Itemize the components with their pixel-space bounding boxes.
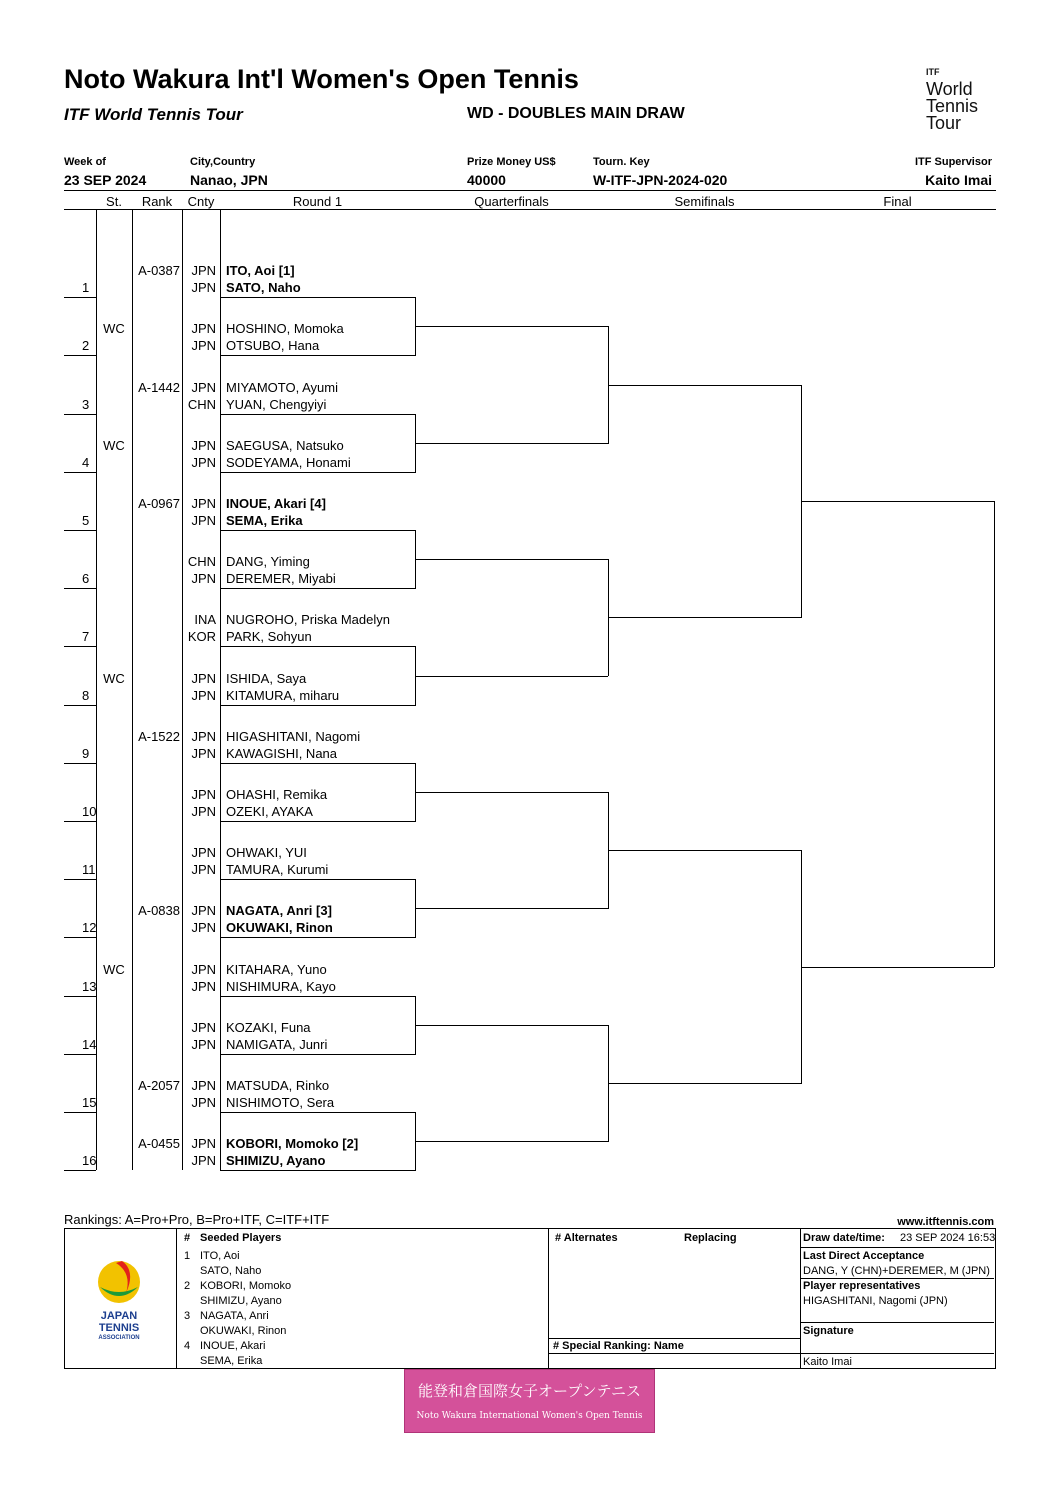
entry-rank: A-1522 [138,728,180,744]
entry-rule-left [64,1054,96,1055]
footer-divider-1 [176,1228,177,1368]
entry-rank: A-0387 [138,263,180,279]
seed-player: KOBORI, Momoko [200,1280,292,1292]
entry-player-2: DEREMER, Miyabi [226,571,336,587]
entry-rule-left [64,646,96,647]
entry-rule-left [64,1112,96,1113]
bracket-hline-r1 [415,1141,608,1142]
itf-url[interactable]: www.itftennis.com [897,1216,994,1228]
entry-country-1: JPN [191,321,216,337]
entry-player-2: OZEKI, AYAKA [226,804,313,819]
entry-player-2: NISHIMOTO, Sera [226,1095,335,1110]
week-label: Week of [64,156,106,168]
col-rank: Rank [141,194,173,209]
grid-vline-1 [132,209,133,1170]
entry-player-2: YUAN, Chengyiyi [226,396,327,412]
tournament-banner [404,1369,655,1433]
entry-number: 7 [82,629,90,645]
entry-rank: A-0838 [138,903,180,919]
entry-country-1: INA [194,612,216,628]
entry-country-1: JPN [191,1136,216,1152]
jta-logo-mark [96,1257,142,1307]
entry-rank: A-2057 [138,1078,180,1093]
entry-number: 15 [82,1095,97,1110]
city-label: City,Country [190,156,256,168]
lda-label: Last Direct Acceptance [803,1250,925,1262]
footer-divider-3 [800,1228,801,1368]
seed-player: SEMA, Erika [200,1355,263,1367]
bracket-hline-r1 [415,908,608,909]
seed-player: SATO, Naho [200,1265,262,1277]
entry-rule-left [64,530,96,531]
entry-country-2: JPN [191,862,216,878]
special-ranking-title: # Special Ranking: Name [553,1340,684,1352]
banner-jp-text: 能登和倉国際女子オープンテニス [417,1382,642,1400]
entry-player-1: KOZAKI, Funa [226,1019,311,1035]
page-title: Noto Wakura Int'l Women's Open Tennis [64,64,579,94]
entry-country-2: JPN [191,338,216,354]
entry-player-1: OHWAKI, YUI [226,845,307,861]
entry-player-2: SODEYAMA, Honami [226,454,351,470]
entry-rank: A-0455 [138,1136,180,1152]
logo-line-tennis: Tennis [926,96,979,116]
entry-player-1: ISHIDA, Saya [226,670,307,686]
jta-line-2: TENNIS [98,1322,140,1334]
entry-rule-name [220,996,415,997]
entry-status: WC [103,321,125,337]
entry-rule-left [64,996,96,997]
prize-value: 40000 [467,172,506,188]
header-rule-top [64,190,996,191]
entry-status: WC [103,961,125,977]
entry-number: 5 [82,513,90,528]
banner-en-text: Noto Wakura International Women's Open Tennis [416,1411,643,1421]
entry-country-1: JPN [191,845,216,861]
entry-rule-name [220,1170,415,1171]
entry-rule-left [64,588,96,589]
bracket-hline-r2 [608,617,801,618]
col-final: Final [883,194,912,209]
seed-number: 1 [184,1250,191,1262]
entry-player-1: NUGROHO, Priska Madelyn [226,612,390,628]
seed-player: INOUE, Akari [200,1340,266,1352]
entry-player-1: OHASHI, Remika [226,787,328,802]
entry-player-2: OTSUBO, Hana [226,338,320,354]
entry-country-2: JPN [191,513,216,528]
entry-rule-name [220,1112,415,1113]
bracket-hline-r1 [415,559,608,560]
entry-country-1: JPN [191,670,216,686]
alternates-title: # Alternates [555,1232,618,1244]
entry-player-2: NISHIMURA, Kayo [226,978,336,994]
entry-rule-name [220,879,415,880]
entry-rule-left [64,937,96,938]
entry-number: 10 [82,804,97,819]
entry-rule-name [220,763,415,764]
entry-player-2: KITAMURA, miharu [226,687,340,703]
jta-line-1: JAPAN [100,1310,138,1322]
entry-number: 12 [82,920,97,936]
grid-vline-3 [220,209,221,1170]
entry-country-2: JPN [191,920,216,936]
entry-player-1: ITO, Aoi [1] [226,263,295,279]
entry-number: 3 [82,396,90,412]
entry-number: 11 [82,862,96,878]
supervisor-label: ITF Supervisor [914,156,992,168]
bracket-hline-r1 [415,443,608,444]
week-value: 23 SEP 2024 [64,172,147,188]
entry-player-1: MIYAMOTO, Ayumi [226,379,338,395]
entry-rule-left [64,705,96,706]
entry-country-1: JPN [191,437,216,453]
entry-country-1: JPN [191,961,216,977]
info-rule-4 [800,1353,994,1354]
entry-player-2: OKUWAKI, Rinon [226,920,333,936]
bracket-hline-r1 [415,792,608,793]
entry-player-1: DANG, Yiming [226,554,310,570]
entry-country-2: CHN [187,396,216,412]
entry-country-2: JPN [191,1153,216,1169]
entry-rule-name [220,646,415,647]
entry-player-2: SHIMIZU, Ayano [226,1153,326,1169]
entry-country-1: JPN [191,263,216,279]
entry-rule-name [220,705,415,706]
tour-subtitle: ITF World Tennis Tour [64,105,243,124]
seed-player: NAGATA, Anri [200,1310,269,1322]
entry-country-2: KOR [187,629,216,645]
entry-number: 4 [82,454,90,470]
entry-country-2: JPN [191,1095,216,1110]
entry-country-1: JPN [191,496,216,511]
entry-rule-left [64,355,96,356]
entry-rank: A-0967 [138,496,180,511]
entry-rule-left [64,472,96,473]
rep-label: Player representatives [803,1280,921,1292]
bracket-hline-r1 [415,676,608,677]
entry-player-1: HIGASHITANI, Nagomi [226,728,361,744]
info-rule-1 [800,1247,994,1248]
entry-country-2: JPN [191,571,216,587]
entry-number: 13 [82,978,97,994]
draw-date-value: 23 SEP 2024 16:53 [900,1232,996,1244]
draw-name: WD - DOUBLES MAIN DRAW [467,105,685,122]
bracket-hline-r3 [801,967,994,968]
jta-line-3: ASSOCIATION [98,1335,140,1341]
entry-player-1: INOUE, Akari [4] [226,496,326,511]
signature-label: Signature [803,1325,854,1337]
seed-number: 4 [184,1340,191,1352]
col-st: St. [106,194,122,209]
bracket-hline-r1 [415,1025,608,1026]
entry-player-1: KITAHARA, Yuno [226,961,327,977]
entry-country-2: JPN [191,280,216,296]
entry-country-1: JPN [191,728,216,744]
entry-number: 8 [82,687,90,703]
entry-number: 16 [82,1153,97,1169]
seed-number: 2 [184,1280,191,1292]
entry-rule-left [64,821,96,822]
entry-number: 14 [82,1036,97,1052]
seed-player: SHIMIZU, Ayano [200,1295,282,1307]
tourn-key-value: W-ITF-JPN-2024-020 [593,172,728,188]
entry-number: 1 [82,280,90,296]
entry-country-2: JPN [191,978,216,994]
entry-country-2: JPN [191,454,216,470]
entry-rule-name [220,472,415,473]
replacing-title: Replacing [684,1232,737,1244]
itf-world-tennis-tour-logo [926,64,998,132]
header-rule-bottom [64,209,996,210]
draw-date-label: Draw date/time: [803,1232,885,1244]
entry-rule-left [64,1170,96,1171]
supervisor-value: Kaito Imai [925,172,992,188]
entry-rule-name [220,414,415,415]
entry-rule-name [220,821,415,822]
entry-country-1: JPN [191,1019,216,1035]
grid-vline-0 [96,209,97,1170]
bracket-hline-r1 [415,326,608,327]
entry-country-1: CHN [187,554,216,570]
entry-rule-name [220,588,415,589]
signature-value: Kaito Imai [803,1356,852,1368]
rep-value: HIGASHITANI, Nagomi (JPN) [803,1295,948,1307]
col-quarterfinals: Quarterfinals [474,194,549,209]
entry-number: 2 [82,338,90,354]
entry-number: 6 [82,571,90,587]
bracket-hline-r2 [608,1083,801,1084]
jta-logo-text [80,1310,158,1342]
entry-country-2: JPN [191,745,216,761]
seed-player: OKUWAKI, Rinon [200,1325,287,1337]
footer-divider-2 [548,1228,549,1368]
entry-rule-left [64,763,96,764]
bracket-hline-r2 [608,385,801,386]
entry-player-2: TAMURA, Kurumi [226,862,329,878]
entry-status: WC [103,670,125,686]
entry-rule-name [220,297,415,298]
entry-number: 9 [82,745,90,761]
entry-player-2: KAWAGISHI, Nana [226,745,338,761]
entry-player-1: HOSHINO, Momoka [226,321,344,337]
bracket-hline-r2 [608,850,801,851]
entry-country-1: JPN [191,379,216,395]
entry-rule-name [220,1054,415,1055]
seed-number: 3 [184,1310,191,1322]
itf-logo-mark: ITF [926,67,940,77]
entry-country-1: JPN [191,903,216,919]
seeded-title: Seeded Players [200,1232,282,1244]
entry-rule-left [64,297,96,298]
bracket-hline-r3 [801,501,994,502]
entry-country-2: JPN [191,687,216,703]
entry-rule-left [64,879,96,880]
entry-player-1: MATSUDA, Rinko [226,1078,330,1093]
prize-label: Prize Money US$ [467,156,556,168]
entry-rule-left [64,414,96,415]
entry-country-1: JPN [191,1078,216,1093]
entry-country-2: JPN [191,804,216,819]
city-value: Nanao, JPN [190,172,268,188]
info-rule-3 [800,1322,994,1323]
col-cnty: Cnty [187,194,215,209]
entry-player-2: SATO, Naho [226,280,301,296]
entry-rule-name [220,530,415,531]
seed-player: ITO, Aoi [200,1250,240,1262]
col-semifinals: Semifinals [674,194,735,209]
entry-status: WC [103,437,125,453]
rankings-legend: Rankings: A=Pro+Pro, B=Pro+ITF, C=ITF+ITF [64,1212,330,1227]
entry-player-1: KOBORI, Momoko [2] [226,1136,359,1152]
entry-country-1: JPN [191,787,216,802]
seeded-hash: # [184,1232,191,1244]
entry-player-2: NAMIGATA, Junri [226,1036,328,1052]
logo-line-tour: Tour [926,113,962,133]
entry-player-1: NAGATA, Anri [3] [226,903,332,919]
lda-value: DANG, Y (CHN)+DEREMER, M (JPN) [803,1265,990,1277]
entry-player-2: SEMA, Erika [226,513,303,528]
col-round1: Round 1 [292,194,343,209]
entry-player-2: PARK, Sohyun [226,629,312,645]
entry-country-2: JPN [191,1036,216,1052]
entry-rank: A-1442 [138,379,180,395]
bracket-vline-final [994,501,995,968]
entry-rule-name [220,355,415,356]
logo-line-world: World [926,79,973,99]
entry-player-1: SAEGUSA, Natsuko [226,437,344,453]
entry-rule-name [220,937,415,938]
tourn-key-label: Tourn. Key [593,156,650,168]
